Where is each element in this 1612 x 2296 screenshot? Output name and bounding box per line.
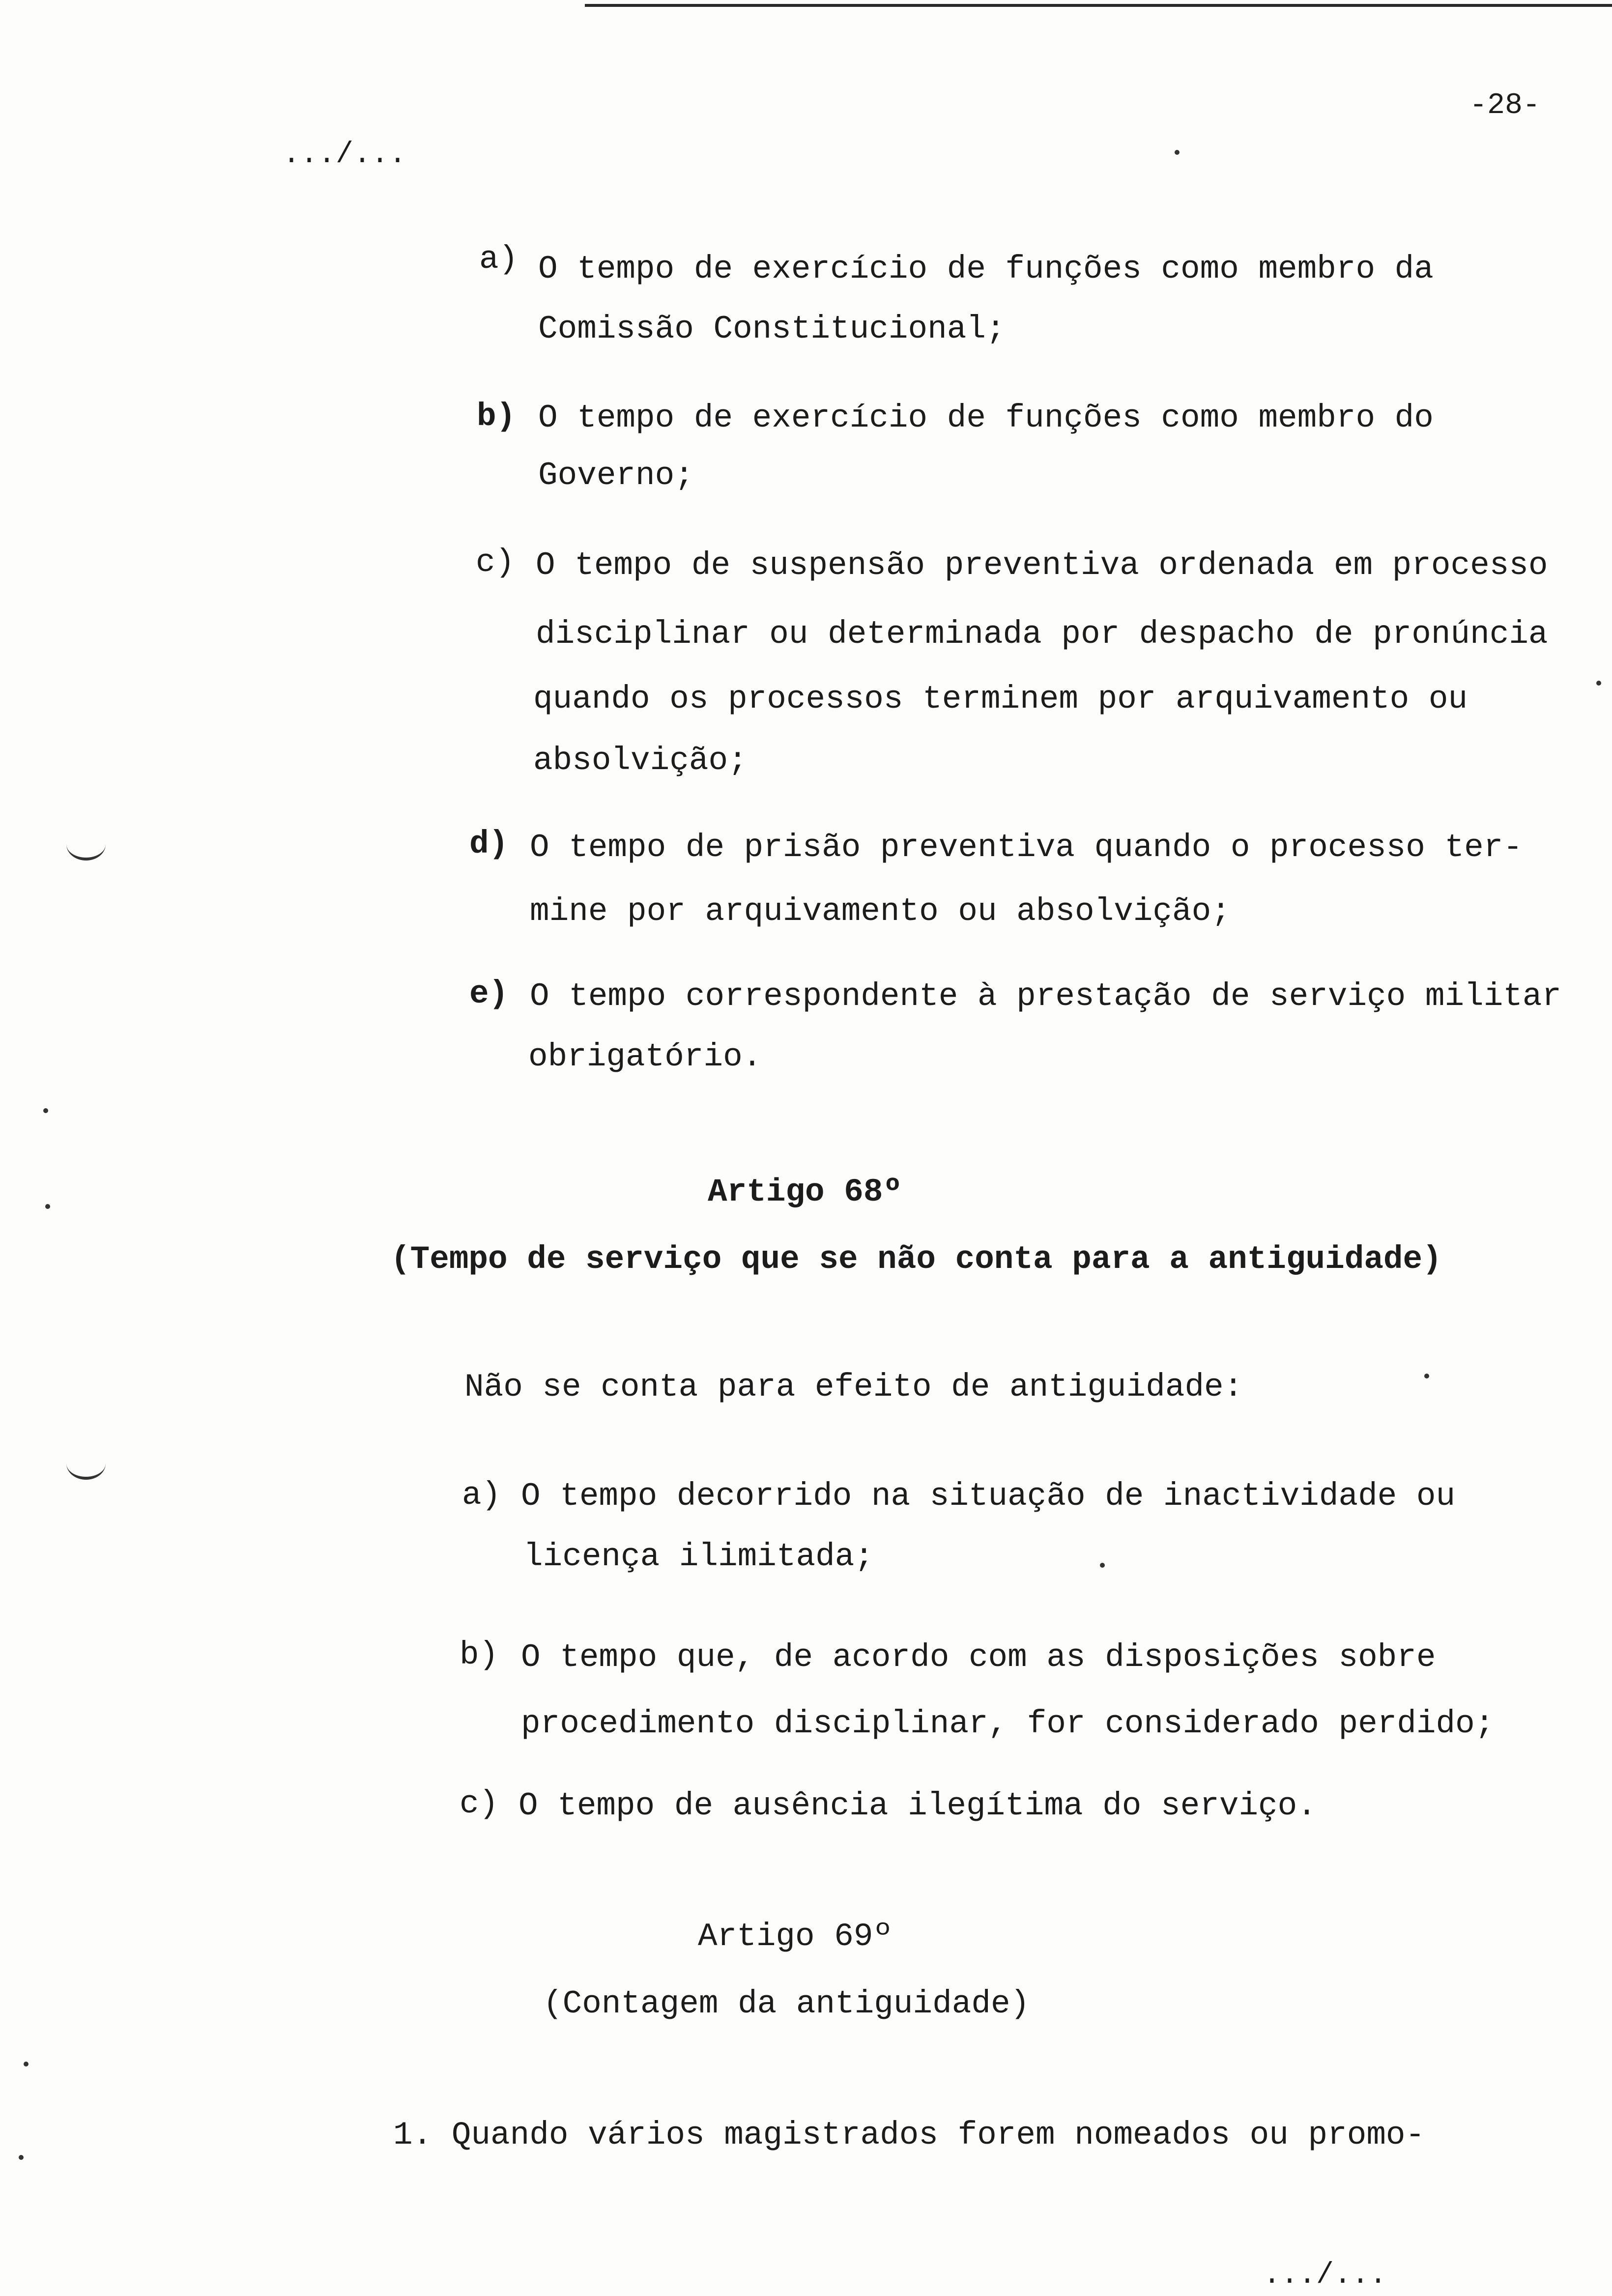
top-rule [585,4,1612,7]
scan-artifact-arc [66,828,106,861]
article-68-item-b-letter: b) [460,1636,499,1673]
article-68-title: Artigo 68º [708,1174,903,1210]
list-item-a-letter: a) [479,241,518,278]
article-68-item-b-line-2: procedimento disciplinar, for considerado perdido; [521,1705,1495,1742]
scan-speck [19,2155,24,2160]
list-item-c-line-2: disciplinar ou determinada por despacho de pronúncia [536,616,1548,653]
continuation-mark-bottom: .../... [1263,2259,1387,2292]
list-item-c-letter: c) [476,544,515,581]
article-69-subtitle: (Contagem da antiguidade) [543,1985,1030,2022]
scan-speck [1424,1374,1429,1378]
list-item-e-line-2: obrigatório. [528,1038,762,1075]
list-item-e-line-1: O tempo correspondente à prestação de serviço militar [530,978,1562,1015]
scan-speck [1175,150,1180,155]
scan-artifact-arc [66,1447,106,1480]
article-68-item-a-line-1: O tempo decorrido na situação de inactividade ou [521,1478,1456,1515]
list-item-d-line-2: mine por arquivamento ou absolvição; [530,893,1231,930]
scan-speck [1596,681,1601,686]
scan-speck [24,2062,29,2066]
article-68-item-b-line-1: O tempo que, de acordo com as disposições sobre [521,1639,1436,1676]
list-item-c-line-1: O tempo de suspensão preventiva ordenada em processo [536,547,1548,584]
continuation-mark-top: .../... [283,138,407,172]
article-68-item-a-letter: a) [462,1477,501,1514]
article-68-intro: Não se conta para efeito de antiguidade: [464,1369,1243,1406]
list-item-e-letter: e) [469,976,509,1012]
article-68-item-a-line-2: licença ilimitada; [523,1538,874,1575]
list-item-d-letter: d) [469,826,509,862]
list-item-b-line-1: O tempo de exercício de funções como membro do [538,400,1434,436]
article-68-item-c-letter: c) [460,1785,499,1822]
scan-speck [45,1204,50,1209]
list-item-c-line-4: absolvição; [533,742,748,779]
list-item-b-line-2: Governo; [538,457,694,494]
list-item-d-line-1: O tempo de prisão preventiva quando o processo ter- [530,829,1523,866]
list-item-b-letter: b) [477,398,516,435]
scan-speck [1100,1563,1105,1568]
article-68-subtitle: (Tempo de serviço que se não conta para a antiguidade) [391,1241,1442,1278]
page-number: -28- [1469,89,1541,122]
article-68-item-c-line-1: O tempo de ausência ilegítima do serviço. [518,1787,1317,1824]
list-item-a-line-2: Comissão Constitucional; [538,311,1006,347]
list-item-a-line-1: O tempo de exercício de funções como membro da [538,251,1434,287]
article-69-title: Artigo 69º [698,1918,893,1955]
list-item-c-line-3: quando os processos terminem por arquivamento ou [533,681,1468,718]
article-69-paragraph-1: 1. Quando vários magistrados forem nomeados ou promo- [393,2117,1425,2153]
scan-speck [43,1108,48,1113]
